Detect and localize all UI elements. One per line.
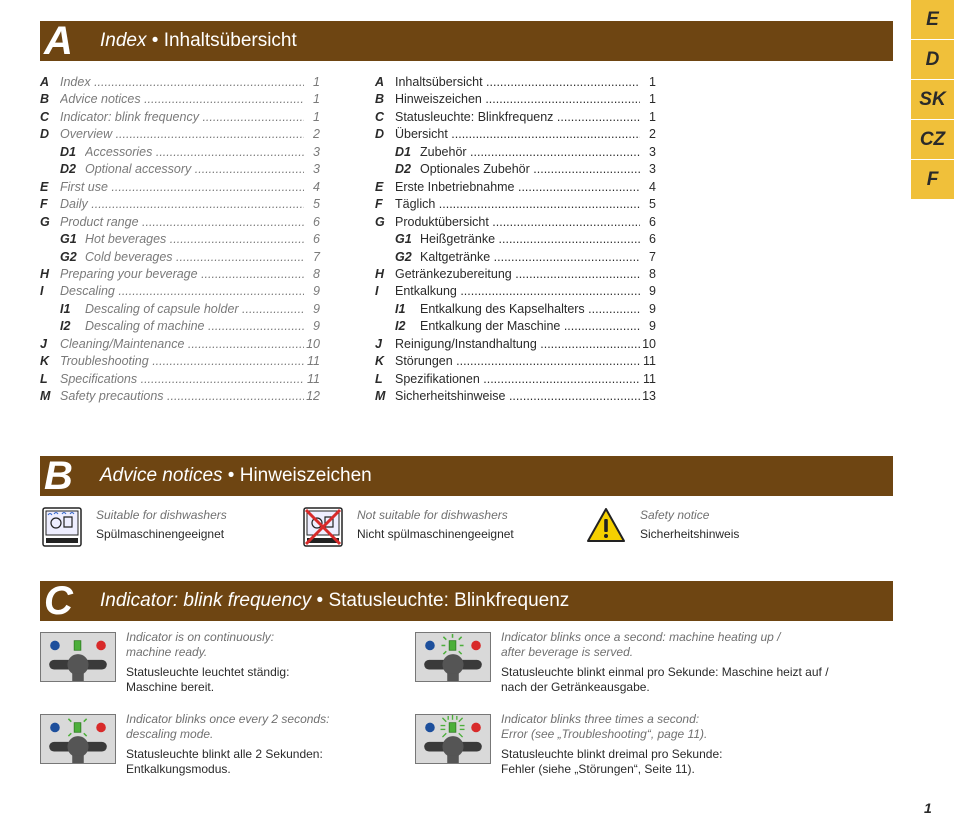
lang-tab-f[interactable]: F	[926, 169, 939, 190]
indicator-blink-1s-de-line2: nach der Getränkeausgabe.	[501, 680, 650, 694]
toc-en-key: D1	[60, 144, 76, 159]
toc-en-row[interactable]	[40, 196, 320, 213]
toc-en-label: Hot beverages .....	[85, 231, 304, 248]
notice-dishwasher-en: Suitable for dishwashers	[96, 508, 227, 522]
indicator-blink-3x-en	[501, 712, 841, 742]
indicator-blink-1s-en-line2: after beverage is served.	[501, 645, 634, 659]
toc-de-row[interactable]	[375, 231, 656, 248]
toc-en-key: G2	[60, 249, 77, 264]
toc-en-key: I	[40, 284, 44, 299]
toc-en-label: Indicator: blink frequency .....	[60, 109, 304, 126]
toc-en-label: Safety precautions .....	[60, 388, 304, 405]
notice-dishwasher-de: Spülmaschinengeeignet	[96, 527, 225, 541]
toc-en-label: Preparing your beverage .....	[60, 266, 304, 283]
section-a-separator: •	[146, 30, 164, 51]
toc-en-page: 11	[304, 371, 320, 388]
toc-de-key: D	[375, 127, 385, 142]
toc-de-row[interactable]	[375, 249, 656, 266]
toc-de-row[interactable]	[375, 318, 656, 335]
toc-en-row[interactable]	[40, 109, 320, 126]
section-a-title-en: Index	[100, 30, 147, 51]
section-a-header	[40, 21, 893, 61]
toc-de-row[interactable]	[375, 74, 656, 91]
section-a-title	[100, 30, 297, 52]
lang-tab-d[interactable]: D	[911, 40, 954, 80]
toc-en-row[interactable]	[40, 318, 320, 335]
toc-de-label: Übersicht .....	[395, 126, 640, 143]
toc-de-key: G1	[395, 232, 412, 247]
toc-de-key: B	[375, 92, 385, 107]
toc-en-row[interactable]	[40, 353, 320, 370]
toc-en-label: First use .....	[60, 179, 304, 196]
toc-en-page: 3	[304, 144, 320, 161]
toc-en-row[interactable]	[40, 231, 320, 248]
toc-en-label: Accessories .....	[85, 144, 304, 161]
section-b-title-en: Advice notices	[100, 465, 223, 486]
toc-de-page: 10	[640, 336, 656, 353]
toc-en-page: 5	[304, 196, 320, 213]
toc-en-label: Descaling of machine .....	[85, 318, 304, 335]
section-b-letter: B	[44, 454, 71, 498]
indicator-blink-3x-en-line2: Error (see „Troubleshooting“, page 11).	[501, 727, 708, 741]
indicator-blink-2s-de-line1: Statusleuchte blinkt alle 2 Sekunden:	[126, 747, 323, 761]
toc-de-label: Sicherheitshinweise .....	[395, 388, 640, 405]
not-dishwasher-safe-icon	[303, 507, 343, 547]
toc-de-row[interactable]	[375, 388, 656, 405]
notice-not-dishwasher-en: Not suitable for dishwashers	[357, 508, 508, 522]
toc-de-page: 6	[640, 231, 656, 248]
indicator-blink-1s-en	[501, 630, 841, 660]
toc-en-key: I2	[60, 319, 71, 334]
section-c-title-en: Indicator: blink frequency	[100, 590, 312, 611]
toc-de-key: A	[375, 75, 385, 89]
indicator-blink-1s-en-line1: Indicator blinks once a second: machine heating up /	[501, 630, 781, 644]
notice-safety-en: Safety notice	[640, 508, 710, 522]
toc-en-row[interactable]	[40, 214, 320, 231]
toc-en-key: F	[40, 197, 48, 212]
indicator-blink-1s-de	[501, 665, 861, 695]
toc-en-key: D2	[60, 162, 76, 177]
section-b-separator: •	[222, 465, 240, 486]
toc-de-label: Optionales Zubehör .....	[420, 161, 640, 178]
toc-de-page: 4	[640, 179, 656, 196]
toc-en-page: 6	[304, 214, 320, 231]
toc-en-label: Optional accessory .....	[85, 161, 304, 178]
indicator-blink-2s-en-line1: Indicator blinks once every 2 seconds:	[126, 712, 330, 726]
toc-english	[40, 74, 320, 408]
section-c-header	[40, 581, 893, 621]
toc-de-row[interactable]	[375, 109, 656, 126]
toc-de-label: Entkalkung der Maschine .....	[420, 318, 640, 335]
toc-en-key: J	[40, 336, 47, 351]
toc-de-page: 11	[640, 371, 656, 388]
section-b-header	[40, 456, 893, 496]
toc-de-row[interactable]	[375, 353, 656, 370]
toc-de-page: 5	[640, 196, 656, 213]
section-c-title	[100, 590, 569, 612]
section-a-title-de: Inhaltsübersicht	[163, 30, 297, 51]
page-number: 1	[924, 800, 932, 816]
toc-de-key: D1	[395, 144, 411, 159]
toc-de-row[interactable]	[375, 161, 656, 178]
toc-en-key: G	[40, 214, 50, 229]
toc-en-label: Index .....	[60, 74, 304, 91]
toc-de-row[interactable]	[375, 91, 656, 108]
toc-en-row[interactable]	[40, 371, 320, 388]
toc-de-row[interactable]	[375, 144, 656, 161]
toc-de-label: Erste Inbetriebnahme .....	[395, 179, 640, 196]
language-tabs	[911, 0, 954, 199]
dishwasher-safe-icon	[42, 507, 82, 547]
toc-en-row[interactable]	[40, 249, 320, 266]
toc-de-key: I	[375, 284, 379, 299]
toc-en-page: 7	[304, 249, 320, 266]
toc-en-label: Troubleshooting .....	[60, 353, 304, 370]
toc-en-page: 6	[304, 231, 320, 248]
section-b-title-de: Hinweiszeichen	[239, 465, 372, 486]
toc-en-key: A	[40, 75, 50, 89]
toc-en-key: L	[40, 371, 48, 386]
toc-de-key: J	[375, 336, 382, 351]
toc-de-page: 9	[640, 318, 656, 335]
toc-de-label: Getränkezubereitung .....	[395, 266, 640, 283]
indicator-blink-2s-de-line2: Entkalkungsmodus.	[126, 762, 231, 776]
toc-de-row[interactable]	[375, 371, 656, 388]
toc-de-row[interactable]	[375, 283, 656, 300]
toc-en-page: 1	[304, 91, 320, 108]
toc-de-key: C	[375, 109, 385, 124]
toc-de-row[interactable]	[375, 336, 656, 353]
toc-de-key: G	[375, 214, 385, 229]
toc-en-label: Descaling of capsule holder .....	[85, 301, 304, 318]
toc-de-label: Kaltgetränke .....	[420, 249, 640, 266]
toc-de-page: 13	[640, 388, 656, 405]
toc-de-label: Hinweiszeichen .....	[395, 91, 640, 108]
toc-en-key: G1	[60, 232, 77, 247]
toc-de-page: 6	[640, 214, 656, 231]
toc-en-row[interactable]	[40, 388, 320, 405]
toc-en-row[interactable]	[40, 144, 320, 161]
toc-de-page: 2	[640, 126, 656, 143]
toc-de-label: Täglich .....	[395, 196, 640, 213]
toc-de-page: 1	[640, 74, 656, 91]
toc-de-key: L	[375, 371, 383, 386]
toc-de-key: K	[375, 354, 385, 369]
toc-en-label: Descaling .....	[60, 283, 304, 300]
toc-de-label: Produktübersicht .....	[395, 214, 640, 231]
indicator-steady-de-line1: Statusleuchte leuchtet ständig:	[126, 665, 290, 679]
toc-de-label: Spezifikationen .....	[395, 371, 640, 388]
toc-de-key: D2	[395, 162, 411, 177]
toc-en-label: Daily .....	[60, 196, 304, 213]
toc-en-row[interactable]	[40, 91, 320, 108]
indicator-blink-2s-en-line2: descaling mode.	[126, 727, 214, 741]
toc-en-row[interactable]	[40, 283, 320, 300]
toc-de-label: Zubehör .....	[420, 144, 640, 161]
toc-en-label: Cold beverages .....	[85, 249, 304, 266]
toc-de-page: 8	[640, 266, 656, 283]
toc-en-key: C	[40, 109, 50, 124]
toc-de-row[interactable]	[375, 179, 656, 196]
indicator-steady-en-line2: machine ready.	[126, 645, 208, 659]
toc-en-label: Product range .....	[60, 214, 304, 231]
toc-en-label: Advice notices .....	[60, 91, 304, 108]
toc-de-page: 7	[640, 249, 656, 266]
toc-en-label: Specifications .....	[60, 371, 304, 388]
toc-en-row[interactable]	[40, 161, 320, 178]
toc-en-page: 2	[304, 126, 320, 143]
machine-indicator-blink-3x-icon	[415, 714, 491, 764]
indicator-blink-3x-de	[501, 747, 861, 777]
indicator-blink-3x-de-line1: Statusleuchte blinkt dreimal pro Sekunde:	[501, 747, 723, 761]
toc-de-page: 9	[640, 283, 656, 300]
toc-en-page: 4	[304, 179, 320, 196]
toc-de-page: 9	[640, 301, 656, 318]
toc-en-page: 1	[304, 74, 320, 91]
toc-en-label: Cleaning/Maintenance .....	[60, 336, 304, 353]
toc-en-key: D	[40, 127, 50, 142]
toc-de-key: H	[375, 266, 385, 281]
toc-de-label: Inhaltsübersicht .....	[395, 74, 640, 91]
toc-en-key: K	[40, 354, 50, 369]
toc-de-page: 11	[640, 353, 656, 370]
toc-en-row[interactable]	[40, 74, 320, 91]
toc-de-page: 1	[640, 109, 656, 126]
section-c-letter: C	[44, 579, 71, 623]
toc-de-row[interactable]	[375, 266, 656, 283]
toc-en-page: 9	[304, 301, 320, 318]
toc-de-key: E	[375, 179, 384, 194]
machine-indicator-blink-2s-icon	[40, 714, 116, 764]
toc-en-key: B	[40, 92, 50, 107]
section-b-title	[100, 465, 372, 487]
toc-en-page: 3	[304, 161, 320, 178]
toc-de-label: Störungen .....	[395, 353, 640, 370]
lang-tab-sk[interactable]: SK	[911, 80, 954, 120]
indicator-steady-en-line1: Indicator is on continuously:	[126, 630, 275, 644]
toc-en-page: 8	[304, 266, 320, 283]
toc-en-page: 9	[304, 283, 320, 300]
toc-en-page: 1	[304, 109, 320, 126]
notice-safety-de: Sicherheitshinweis	[640, 527, 740, 541]
toc-de-label: Statusleuchte: Blinkfrequenz .....	[395, 109, 640, 126]
toc-en-key: H	[40, 266, 50, 281]
toc-de-key: G2	[395, 249, 412, 264]
toc-en-page: 9	[304, 318, 320, 335]
toc-de-page: 1	[640, 91, 656, 108]
indicator-blink-3x-de-line2: Fehler (siehe „Störungen“, Seite 11).	[501, 762, 695, 776]
toc-de-key: I1	[395, 301, 406, 316]
machine-indicator-blink-1s-icon	[415, 632, 491, 682]
indicator-steady-de-line2: Maschine bereit.	[126, 680, 215, 694]
toc-de-key: M	[375, 389, 386, 404]
section-a-letter: A	[44, 19, 71, 63]
toc-de-label: Entkalkung .....	[395, 283, 640, 300]
toc-de-row[interactable]	[375, 196, 656, 213]
toc-de-label: Heißgetränke .....	[420, 231, 640, 248]
toc-de-key: F	[375, 197, 383, 212]
machine-indicator-steady-icon	[40, 632, 116, 682]
toc-en-key: M	[40, 389, 51, 404]
notice-not-dishwasher-de: Nicht spülmaschinengeeignet	[357, 527, 514, 541]
toc-en-page: 11	[304, 353, 320, 370]
toc-german	[375, 74, 656, 408]
section-c-title-de: Statusleuchte: Blinkfrequenz	[328, 590, 570, 611]
section-c-separator: •	[311, 590, 329, 611]
toc-de-row[interactable]	[375, 214, 656, 231]
lang-tab-e[interactable]: E	[911, 0, 954, 40]
lang-tab-cz[interactable]: CZ	[911, 120, 954, 160]
toc-en-row[interactable]	[40, 336, 320, 353]
toc-en-row[interactable]	[40, 179, 320, 196]
toc-en-row[interactable]	[40, 126, 320, 143]
toc-en-row[interactable]	[40, 301, 320, 318]
toc-de-key: I2	[395, 319, 406, 334]
toc-de-label: Reinigung/Instandhaltung .....	[395, 336, 640, 353]
toc-de-row[interactable]	[375, 126, 656, 143]
toc-en-row[interactable]	[40, 266, 320, 283]
toc-de-page: 3	[640, 144, 656, 161]
toc-en-page: 10	[304, 336, 320, 353]
indicator-blink-1s-de-line1: Statusleuchte blinkt einmal pro Sekunde: Maschine heizt auf /	[501, 665, 829, 679]
indicator-blink-3x-en-line1: Indicator blinks three times a second:	[501, 712, 700, 726]
toc-de-row[interactable]	[375, 301, 656, 318]
warning-icon	[586, 507, 626, 543]
toc-en-key: E	[40, 179, 49, 194]
toc-en-page: 12	[304, 388, 320, 405]
toc-de-page: 3	[640, 161, 656, 178]
toc-en-label: Overview .....	[60, 126, 304, 143]
toc-de-label: Entkalkung des Kapselhalters .....	[420, 301, 640, 318]
toc-en-key: I1	[60, 301, 71, 316]
